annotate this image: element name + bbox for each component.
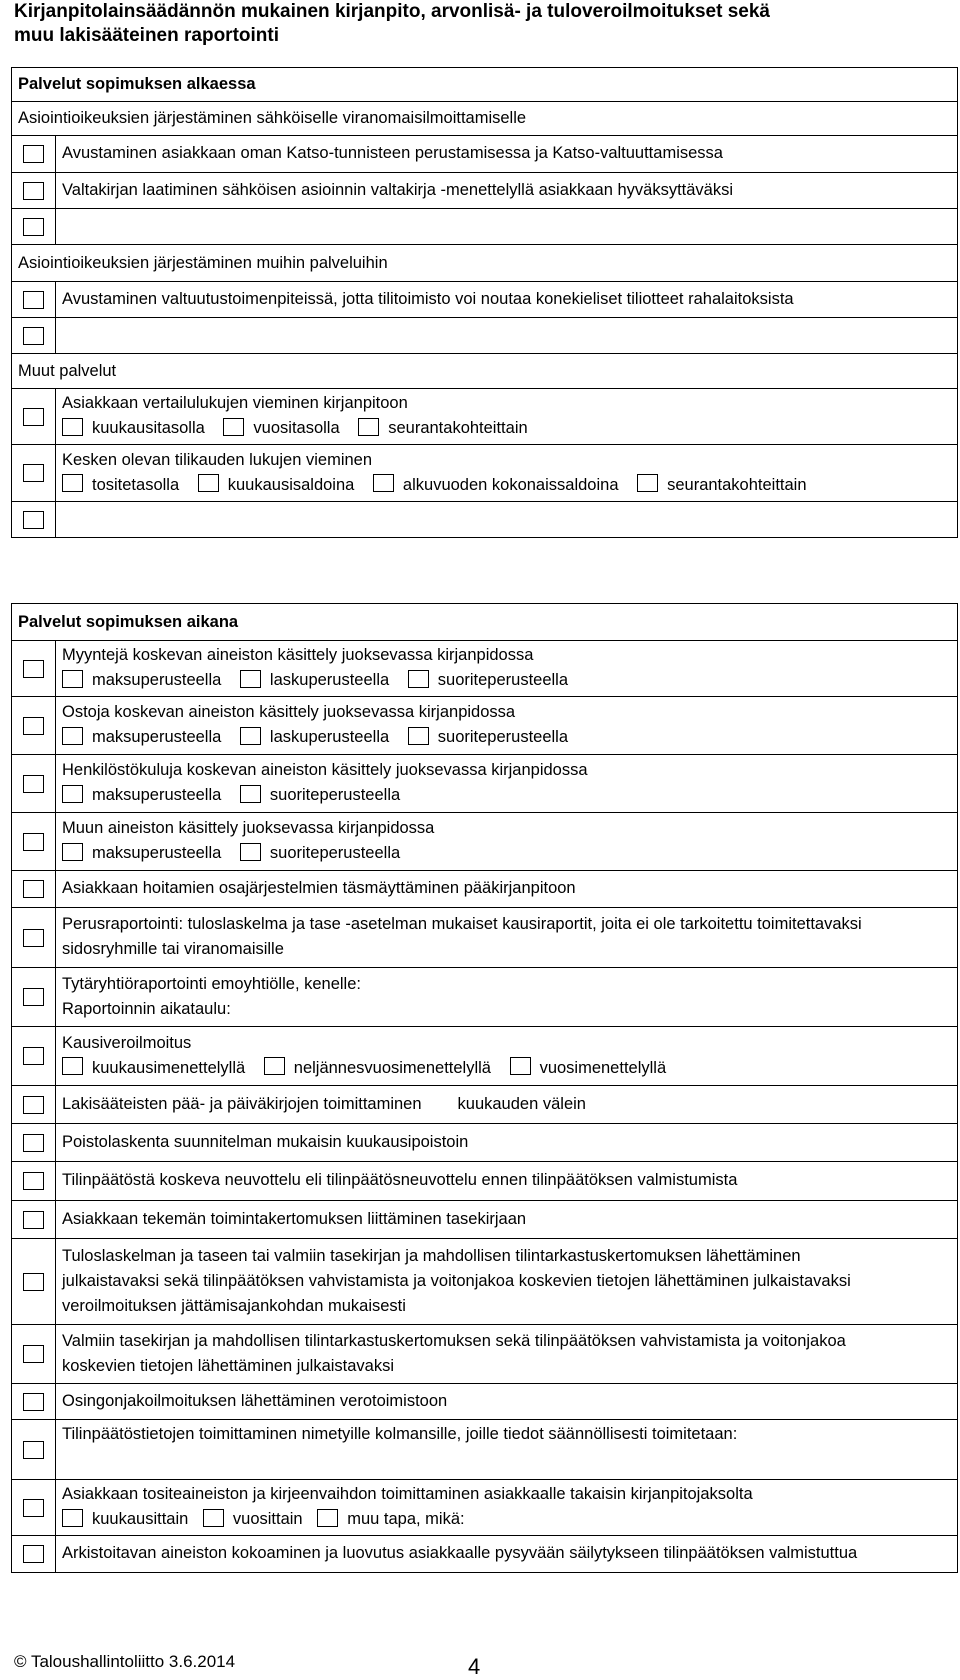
option (240, 783, 400, 808)
option-label: tositetasolla (92, 475, 180, 494)
empty-item (56, 209, 958, 245)
service-item (56, 1027, 958, 1086)
service-item (56, 445, 958, 502)
service-item (56, 968, 958, 1027)
option (358, 416, 527, 441)
option-label: vuosimenettelyllä (539, 1058, 667, 1077)
checkbox[interactable] (203, 1509, 224, 1527)
service-item: Osingonjakoilmoituksen lähettäminen verotoimistoon (56, 1384, 958, 1420)
checkbox[interactable] (62, 474, 83, 492)
option-group (62, 1507, 951, 1532)
checkbox[interactable] (408, 727, 429, 745)
service-item: Asiakkaan tekemän toimintakertomuksen liittäminen tasekirjaan (56, 1201, 958, 1239)
option (203, 1507, 303, 1532)
checkbox[interactable] (240, 785, 261, 803)
option (408, 725, 568, 750)
option-label: muu tapa, mikä: (347, 1510, 465, 1528)
checkbox[interactable] (23, 1134, 44, 1152)
checkbox[interactable] (23, 1499, 44, 1517)
option-group (62, 725, 951, 750)
service-item (56, 813, 958, 871)
page-number: 4 (468, 1654, 481, 1679)
option-label: laskuperusteella (269, 728, 390, 746)
checkbox[interactable] (62, 1509, 83, 1527)
subsection-label: Muut palvelut (12, 354, 958, 389)
checkbox[interactable] (23, 1273, 44, 1291)
service-item (56, 697, 958, 755)
checkbox[interactable] (358, 418, 379, 436)
option-group (62, 416, 951, 441)
service-item: Tilinpäätöstä koskeva neuvottelu eli tilinpäätösneuvottelu ennen tilinpäätöksen valmistumista (56, 1162, 958, 1201)
option (373, 473, 619, 498)
option-label: kuukausitasolla (92, 419, 205, 437)
service-item: Avustaminen asiakkaan oman Katso-tunnisteen perustamisessa ja Katso-valtuuttamisessa (56, 136, 958, 173)
item-label: Ostoja koskevan aineiston käsittely juoksevassa kirjanpidossa (62, 703, 516, 721)
checkbox[interactable] (62, 843, 83, 861)
service-item: Asiakkaan hoitamien osajärjestelmien täsmäyttäminen pääkirjanpitoon (56, 871, 958, 908)
subsection-label: Asiointioikeuksien järjestäminen muihin palveluihin (12, 245, 958, 282)
checkbox[interactable] (223, 418, 244, 436)
service-item: Valtakirjan laatiminen sähköisen asioinnin valtakirja -menettelyllä asiakkaan hyväksyttäväksi (56, 173, 958, 209)
section-heading: Palvelut sopimuksen alkaessa (12, 68, 958, 102)
service-item (56, 1086, 958, 1124)
service-item (56, 641, 958, 697)
checkbox[interactable] (23, 327, 44, 345)
subsection-label: Asiointioikeuksien järjestäminen sähköiselle viranomaisilmoittamiselle (12, 102, 958, 136)
item-label: Lakisääteisten pää- ja päiväkirjojen toimittaminen (62, 1094, 422, 1113)
item-label: veroilmoituksen jättämisajankohdan mukaisesti (62, 1296, 406, 1315)
option-label: laskuperusteella (269, 671, 390, 689)
option-group (62, 473, 951, 498)
item-label: Valmiin tasekirjan ja mahdollisen tilintarkastuskertomuksen sekä tilinpäätöksen vahvistamista ja voitonjakoa (62, 1331, 846, 1350)
option-label: suoriteperusteella (437, 671, 569, 689)
title-line-2: muu lakisääteinen raportointi (14, 25, 279, 46)
checkbox[interactable] (23, 1211, 44, 1229)
checkbox[interactable] (264, 1057, 285, 1075)
option-label: kuukausittain (92, 1510, 189, 1528)
option-label: alkuvuoden kokonaissaldoina (402, 475, 619, 494)
page-title (14, 0, 944, 48)
checkbox[interactable] (510, 1057, 531, 1075)
checkbox[interactable] (62, 670, 83, 688)
item-label: julkaistavaksi sekä tilinpäätöksen vahvistamista ja voitonjakoa koskevien tietojen lähettäminen julkaistavaksi (62, 1271, 851, 1290)
footer-copyright: © Taloushallintoliitto 3.6.2014 (14, 1652, 236, 1671)
checkbox[interactable] (62, 418, 83, 436)
option-label: suoriteperusteella (269, 786, 401, 804)
item-label: Kausiveroilmoitus (62, 1033, 192, 1052)
option (62, 725, 221, 750)
item-label: Myyntejä koskevan aineiston käsittely juoksevassa kirjanpidossa (62, 646, 534, 664)
checkbox[interactable] (23, 1172, 44, 1190)
option (62, 1507, 188, 1532)
service-item (56, 755, 958, 813)
service-item: Avustaminen valtuutustoimenpiteissä, jotta tilitoimisto voi noutaa konekieliset tiliotteet rahalaitoksista (56, 282, 958, 318)
checkbox[interactable] (23, 929, 44, 947)
checkbox[interactable] (408, 670, 429, 688)
service-item (56, 1239, 958, 1325)
checkbox[interactable] (23, 833, 44, 851)
checkbox[interactable] (23, 1545, 44, 1563)
option (223, 416, 339, 441)
checkbox[interactable] (23, 1441, 44, 1459)
checkbox[interactable] (373, 474, 394, 492)
checkbox[interactable] (23, 218, 44, 236)
option-label: maksuperusteella (92, 786, 222, 804)
checkbox[interactable] (317, 1509, 338, 1527)
item-label: Muun aineiston käsittely juoksevassa kirjanpidossa (62, 819, 435, 837)
option-label: maksuperusteella (92, 728, 222, 746)
option-group (62, 783, 951, 808)
service-item: Tilinpäätöstietojen toimittaminen nimetyille kolmansille, joille tiedot säännöllisesti toimitetaan: (56, 1420, 958, 1480)
checkbox[interactable] (23, 717, 44, 735)
checkbox[interactable] (23, 291, 44, 309)
service-item: Poistolaskenta suunnitelman mukaisin kuukausipoistoin (56, 1124, 958, 1162)
checkbox[interactable] (23, 511, 44, 529)
item-label: Kesken olevan tilikauden lukujen vieminen (62, 450, 373, 469)
checkbox[interactable] (23, 1047, 44, 1065)
option-label: maksuperusteella (92, 844, 222, 862)
service-item (56, 1480, 958, 1536)
checkbox[interactable] (240, 670, 261, 688)
option-label: kuukausimenettelyllä (92, 1058, 246, 1077)
checkbox[interactable] (240, 843, 261, 861)
item-label: Raportoinnin aikataulu: (62, 999, 231, 1018)
option (62, 416, 205, 441)
option (264, 1056, 491, 1081)
option (317, 1507, 464, 1532)
option (62, 1056, 245, 1081)
checkbox[interactable] (23, 880, 44, 898)
item-label: Asiakkaan vertailulukujen vieminen kirjanpitoon (62, 394, 408, 412)
title-line-1: Kirjanpitolainsäädännön mukainen kirjanpito, arvonlisä- ja tuloveroilmoitukset sekä (14, 1, 770, 22)
checkbox[interactable] (62, 785, 83, 803)
option (240, 725, 389, 750)
option (62, 783, 221, 808)
checkbox[interactable] (23, 464, 44, 482)
option-label: vuosittain (232, 1510, 303, 1528)
option (240, 841, 400, 866)
option-label: seurantakohteittain (667, 475, 807, 494)
option (408, 668, 568, 693)
service-item (56, 1325, 958, 1384)
checkbox[interactable] (240, 727, 261, 745)
item-label: sidosryhmille tai viranomaisille (62, 940, 284, 958)
option (62, 473, 179, 498)
checkbox[interactable] (198, 474, 219, 492)
checkbox[interactable] (23, 1393, 44, 1411)
option (510, 1056, 667, 1081)
empty-item (56, 502, 958, 538)
checkbox[interactable] (23, 145, 44, 163)
option-label: vuositasolla (253, 419, 340, 437)
item-label: Tytäryhtiöraportointi emoyhtiölle, kenelle: (62, 974, 361, 993)
checkbox[interactable] (23, 1096, 44, 1114)
checkbox[interactable] (23, 408, 44, 426)
option-label: maksuperusteella (92, 671, 222, 689)
option-group (62, 668, 951, 693)
option (198, 473, 355, 498)
checkbox[interactable] (23, 182, 44, 200)
option-label: seurantakohteittain (388, 419, 528, 437)
section-start-table (11, 67, 958, 538)
checkbox[interactable] (62, 727, 83, 745)
option-group (62, 1056, 951, 1081)
option-group (62, 841, 951, 866)
section-heading: Palvelut sopimuksen aikana (12, 604, 958, 641)
option-label: suoriteperusteella (437, 728, 569, 746)
checkbox[interactable] (23, 660, 44, 678)
option (637, 473, 806, 498)
item-label: Asiakkaan tositeaineiston ja kirjeenvaihdon toimittaminen asiakkaalle takaisin kirjanpitojaksolta (62, 1485, 753, 1503)
option-label: kuukausisaldoina (227, 475, 355, 494)
service-item: Arkistoitavan aineiston kokoaminen ja luovutus asiakkaalle pysyvään säilytykseen tilinpäätöksen valmistuttua (56, 1536, 958, 1573)
checkbox[interactable] (23, 1345, 44, 1363)
option (62, 668, 221, 693)
option-label: neljännesvuosimenettelyllä (293, 1058, 491, 1077)
checkbox[interactable] (23, 775, 44, 793)
option (62, 841, 221, 866)
item-label: koskevien tietojen lähettäminen julkaistavaksi (62, 1356, 395, 1375)
service-item (56, 389, 958, 445)
checkbox[interactable] (637, 474, 658, 492)
empty-item (56, 318, 958, 354)
checkbox[interactable] (23, 988, 44, 1006)
item-suffix: kuukauden välein (457, 1094, 586, 1113)
item-label: Tuloslaskelman ja taseen tai valmiin tasekirjan ja mahdollisen tilintarkastuskertomuksen lähettäminen (62, 1246, 801, 1265)
section-during-table (11, 603, 958, 1573)
option (240, 668, 389, 693)
checkbox[interactable] (62, 1057, 83, 1075)
item-label: Henkilöstökuluja koskevan aineiston käsittely juoksevassa kirjanpidossa (62, 761, 588, 779)
item-label: Perusraportointi: tuloslaskelma ja tase -asetelman mukaiset kausiraportit, joita ei ole tarkoitettu toimitettavaksi (62, 915, 862, 933)
option-label: suoriteperusteella (269, 844, 401, 862)
service-item (56, 908, 958, 968)
